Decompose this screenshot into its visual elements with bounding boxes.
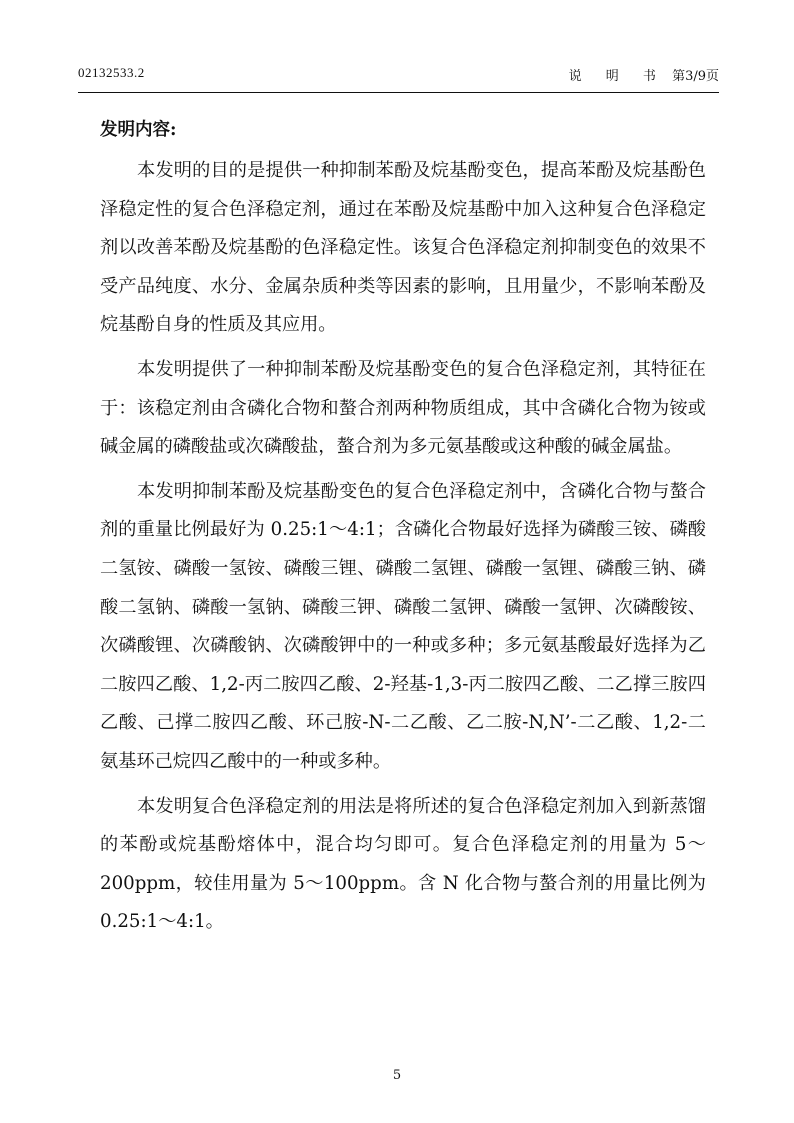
- header-right: [569, 65, 719, 84]
- paragraph-2: 本发明提供了一种抑制苯酚及烷基酚变色的复合色泽稳定剂，其特征在于：该稳定剂由含磷化合物和螯合剂两种物质组成，其中含磷化合物为铵或碱金属的磷酸盐或次磷酸盐，螯合剂为多元氨基酸或这种酸的碱金属盐。: [100, 358, 706, 458]
- page-number: 5: [392, 1068, 402, 1083]
- paragraph-4: 本发明复合色泽稳定剂的用法是将所述的复合色泽稳定剂加入到新蒸馏的苯酚或烷基酚熔体中，混合均匀即可。复合色泽稳定剂的用量为 5～200ppm，较佳用量为 5～100ppm。含 N 化合物与螯合剂的用量比例为 0.25:1～4:1。: [100, 795, 706, 933]
- section-heading: 发明内容:: [100, 120, 177, 140]
- document-body: [100, 108, 706, 948]
- document-title: 说 明 书: [568, 69, 666, 84]
- paragraph-1: 本发明的目的是提供一种抑制苯酚及烷基酚变色，提高苯酚及烷基酚色泽稳定性的复合色泽稳定剂，通过在苯酚及烷基酚中加入这种复合色泽稳定剂以改善苯酚及烷基酚的色泽稳定性。该复合色泽稳定剂抑制变色的效果不受产品纯度、水分、金属杂质种类等因素的影响，且用量少，不影响苯酚及烷基酚自身的性质及其应用。: [100, 160, 706, 336]
- page-header: [78, 62, 719, 86]
- page-footer: [0, 1068, 794, 1083]
- document-number: 02132533.2: [78, 65, 145, 80]
- paragraph-3: 本发明抑制苯酚及烷基酚变色的复合色泽稳定剂中，含磷化合物与螯合剂的重量比例最好为 0.25:1～4:1；含磷化合物最好选择为磷酸三铵、磷酸二氢铵、磷酸一氢铵、磷酸三锂、磷酸二氢锂、磷酸一氢锂、磷酸三钠、磷酸二氢钠、磷酸一氢钠、磷酸三钾、磷酸二氢钾、磷酸一氢钾、次磷酸铵、次磷酸锂、次磷酸钠、次磷酸钾中的一种或多种；多元氨基酸最好选择为乙二胺四乙酸、1,2-丙二胺四乙酸、2-羟基-1,3-丙二胺四乙酸、二乙撑三胺四乙酸、己撑二胺四乙酸、环己胺-N-二乙酸、乙二胺-N,N’-二乙酸、1,2-二氨基环己烷四乙酸中的一种或多种。: [100, 480, 706, 772]
- header-rule: [78, 92, 719, 93]
- page-indicator: 第3/9页: [672, 69, 719, 84]
